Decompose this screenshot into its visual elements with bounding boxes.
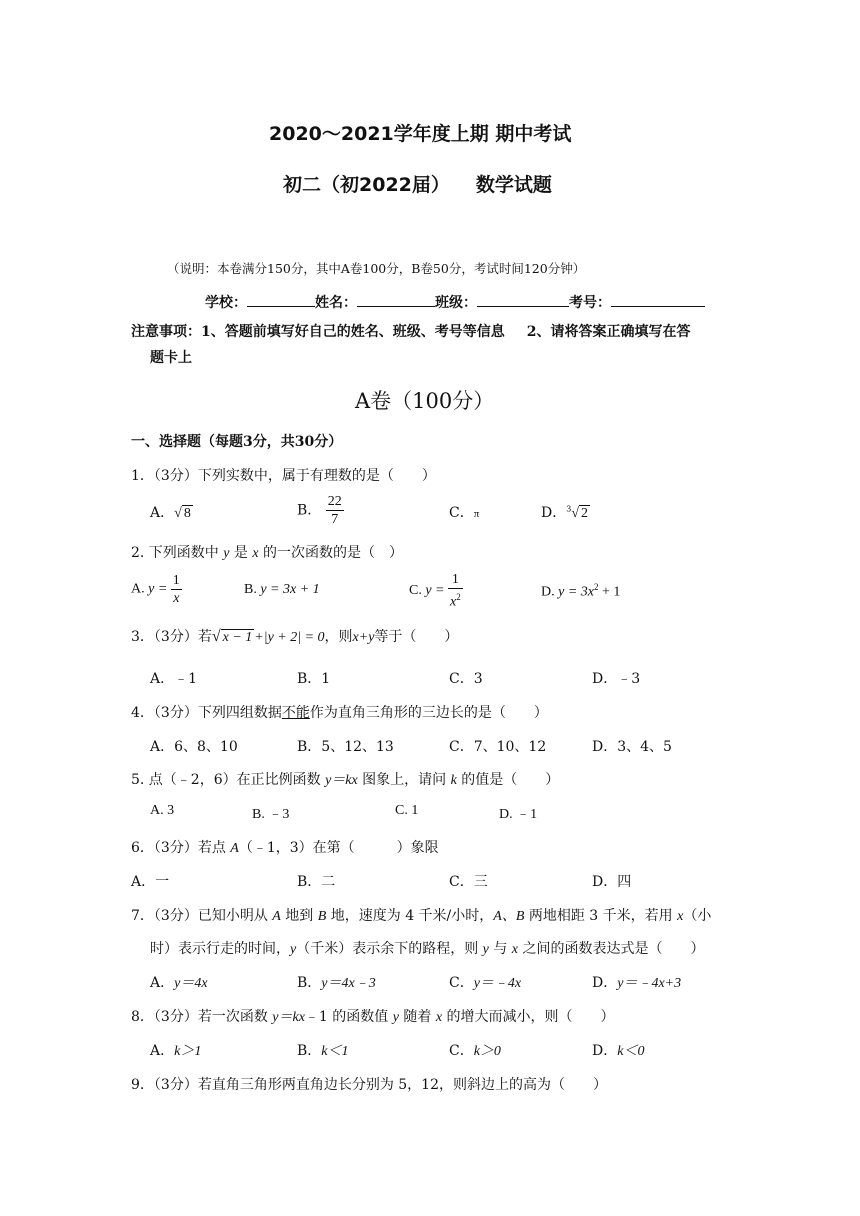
- notice-item-2: 2、请将答案正确填写在答: [526, 324, 691, 340]
- subject-label: 数学试题: [475, 174, 552, 196]
- question-3-stem: 3．（3分）若√ x − 1 +|y + 2| = 0，则x+y等于（ ）: [131, 628, 459, 645]
- fraction: $\frac{22}{7}$: [327, 494, 342, 527]
- question-3-option-b[interactable]: B．1: [297, 671, 331, 687]
- class-label: 班级：: [435, 295, 477, 311]
- question-6-stem: 6．（3分）若点 A（﹣1，3）在第（ ）象限: [131, 840, 439, 856]
- question-8-option-d[interactable]: D．k＜0: [592, 1043, 645, 1059]
- fraction: $\frac{1}{x}$: [172, 573, 180, 606]
- question-5-option-a[interactable]: A. 3: [150, 803, 175, 818]
- question-1-option-d[interactable]: D．$^3$√ 2: [541, 504, 589, 521]
- question-3-option-d[interactable]: D．﹣3: [592, 671, 641, 687]
- question-3-option-c[interactable]: C．3: [449, 671, 483, 687]
- question-8-option-b[interactable]: B．k＜1: [297, 1043, 349, 1059]
- question-2-option-b[interactable]: B. y = 3x + 1: [244, 582, 320, 597]
- question-4-option-c[interactable]: C．7、10、12: [449, 739, 547, 755]
- section-a-title: A卷（100分）: [355, 389, 495, 413]
- class-field[interactable]: [477, 293, 569, 307]
- question-5-stem: 5. 点（﹣2，6）在正比例函数 y＝kx 图象上，请问 k 的值是（ ）: [131, 772, 560, 788]
- question-8-stem: 8．（3分）若一次函数 y＝kx﹣1 的函数值 y 随着 x 的增大而减小，则（ ）: [131, 1009, 615, 1025]
- question-7-option-b[interactable]: B．y＝4x﹣3: [297, 975, 376, 991]
- question-1-stem: 1．（3分）下列实数中，属于有理数的是（ ）: [131, 468, 436, 484]
- question-2-option-d[interactable]: D. $y = 3x^2 + 1$: [541, 582, 621, 600]
- fraction: $\frac{1}{x^2}$: [450, 572, 461, 610]
- notice-label: 注意事项：: [131, 324, 201, 340]
- notice-item-1: 1、答题前填写好自己的姓名、班级、考号等信息: [201, 324, 505, 340]
- question-7-stem-line-1: 7．（3分）已知小明从 A 地到 B 地，速度为 4 千米/小时，A、B 两地相距 3 千米，若用 x（小: [131, 908, 712, 924]
- question-8-option-a[interactable]: A．k＞1: [150, 1043, 202, 1059]
- question-7-option-c[interactable]: C．y＝﹣4x: [449, 975, 522, 991]
- question-1-option-a[interactable]: A．√ 8: [150, 505, 191, 521]
- school-label: 学校：: [205, 295, 247, 311]
- exam-instructions: （说明：本卷满分150分，其中A卷100分，B卷50分，考试时间120分钟）: [167, 261, 586, 276]
- question-1-option-b[interactable]: B． $\frac{22}{7}$: [297, 494, 342, 527]
- question-2-stem: 2. 下列函数中 y 是 x 的一次函数的是（ ）: [131, 545, 404, 561]
- question-6-option-b[interactable]: B．二: [297, 874, 336, 890]
- number-field[interactable]: [611, 293, 705, 307]
- question-4-option-d[interactable]: D．3、4、5: [592, 739, 672, 755]
- question-1-option-c[interactable]: C．π: [449, 505, 480, 521]
- grade-label: 初二（初2022届）: [283, 174, 450, 196]
- exam-title: 2020～2021学年度上期 期中考试: [269, 123, 572, 145]
- part1-title: 一、选择题（每题3分，共30分）: [131, 434, 343, 450]
- exam-subtitle: [283, 170, 552, 197]
- question-7-option-d[interactable]: D．y＝﹣4x+3: [592, 975, 682, 991]
- question-6-option-a[interactable]: A．一: [131, 874, 170, 890]
- question-5-option-c[interactable]: C. 1: [395, 803, 419, 818]
- question-6-option-d[interactable]: D．四: [592, 874, 632, 890]
- name-label: 姓名：: [315, 295, 357, 311]
- question-2-option-a[interactable]: A. y = $\frac{1}{x}$: [131, 573, 180, 606]
- question-5-option-b[interactable]: B. ﹣3: [252, 807, 290, 822]
- info-fields-row: [205, 292, 705, 312]
- question-5-option-d[interactable]: D. ﹣1: [499, 807, 538, 822]
- name-field[interactable]: [357, 293, 435, 307]
- notice-line-1: [131, 321, 691, 341]
- question-4-option-b[interactable]: B．5、12、13: [297, 739, 394, 755]
- question-8-option-c[interactable]: C．k＞0: [449, 1043, 501, 1059]
- question-7-stem-line-2: 时）表示行走的时间，y（千米）表示余下的路程，则 y 与 x 之间的函数表达式是（ ）: [150, 941, 705, 957]
- question-3-option-a[interactable]: A．﹣1: [150, 671, 198, 687]
- question-2-option-c[interactable]: C. y = $\frac{1}{x^2}$: [409, 572, 461, 610]
- notice-item-2-cont: 题卡上: [150, 350, 192, 366]
- question-6-option-c[interactable]: C．三: [449, 874, 488, 890]
- question-4-option-a[interactable]: A．6、8、10: [150, 739, 238, 755]
- question-4-stem: 4．（3分）下列四组数据不能作为直角三角形的三边长的是（ ）: [131, 705, 548, 721]
- school-field[interactable]: [247, 293, 315, 307]
- question-7-option-a[interactable]: A．y＝4x: [150, 975, 208, 991]
- number-label: 考号：: [569, 295, 611, 311]
- question-9-stem: 9．（3分）若直角三角形两直角边长分别为 5，12，则斜边上的高为（ ）: [131, 1077, 607, 1093]
